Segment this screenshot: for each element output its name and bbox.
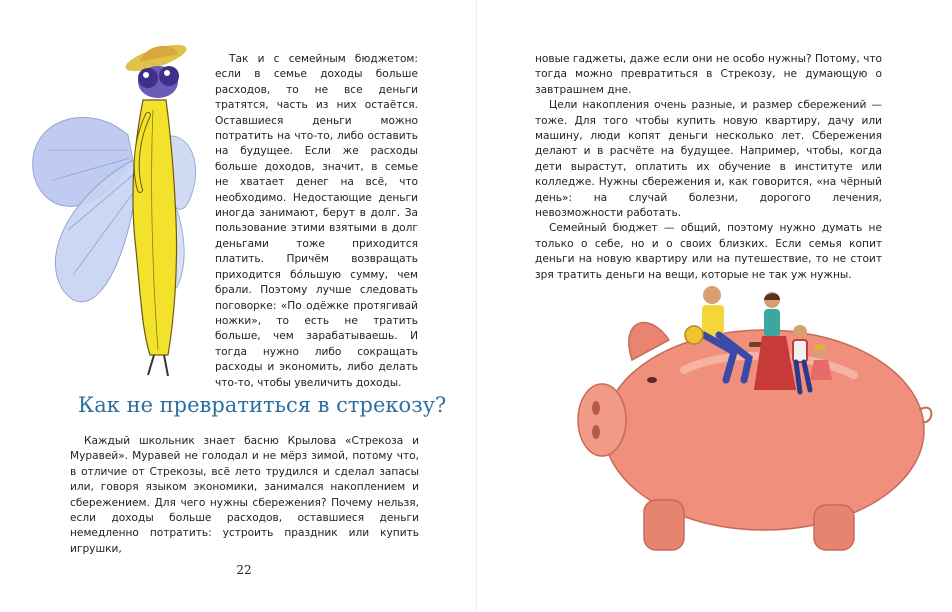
paragraph-2: Цели накопления очень разные, и размер сбережений — тоже. Для того чтобы купить новую квартиру, дачу или машину, люди копят деньги несколько лет. Сбережения делают и в расчёте на будущее. Например, чтобы, когда дети вырастут, оплатить их обучение в институте или колледже. Нужны сбережения и, как говорится, «на чёрный день»: на случай болезни, дорогого лечения, невозможности работать.	[535, 99, 882, 220]
right-text-column	[535, 52, 882, 283]
dragonfly-icon	[8, 40, 208, 385]
right-page	[476, 0, 952, 612]
section-heading: Как не превратиться в стрекозу?	[78, 393, 447, 417]
paragraph-3: Семейный бюджет — общий, поэтому нужно думать не только о себе, но и о своих близких. Если семья копит деньги на новую квартиру или на путешествие, то не стоит зря тратить деньги на вещи, которые не так уж нужны.	[535, 222, 882, 281]
section-text-column	[70, 434, 419, 557]
section-paragraph: Каждый школьник знает басню Крылова «Стрекоза и Муравей». Муравей не голодал и не мёрз зимой, потому что, в отличие от Стрекозы, всё лето трудился и сделал запасы или, говоря языком экономики, занимался накоплением и сбережением. Для чего нужны сбережения? Почему нельзя, если доходы больше расходов, оставшиеся деньги немедленно потратить: устроить праздник или купить игрушки,	[70, 435, 419, 555]
page-number: 22	[236, 563, 252, 577]
piggy-bank-family-icon	[574, 280, 944, 580]
intro-paragraph: Так и с семейным бюджетом: если в семье доходы больше расходов, то не все деньги тратятся, часть из них остаётся. Оставшиеся деньги можно потратить на что-то, либо оставить на будущее. Если же расходы больше доходов, значит, в семье не хватает денег на всё, что необходимо. Недостающие деньги иногда занимают, берут в долг. За пользование этими взятыми в долг деньгами тоже приходится платить. Причём возвращать приходится бо́льшую сумму, чем брали. Поэтому лучше следовать поговорке: «По одёжке протягивай ножки», то есть не тратить больше, чем зарабатываешь. И тогда нужно либо сокращать расходы и экономить, либо делать что-то, чтобы увеличить доходы.	[215, 53, 418, 389]
intro-text-column	[215, 52, 418, 391]
paragraph-1: новые гаджеты, даже если они не особо нужны? Потому, что тогда можно превратиться в Стрекозу, не думающую о завтрашнем дне.	[535, 53, 882, 96]
